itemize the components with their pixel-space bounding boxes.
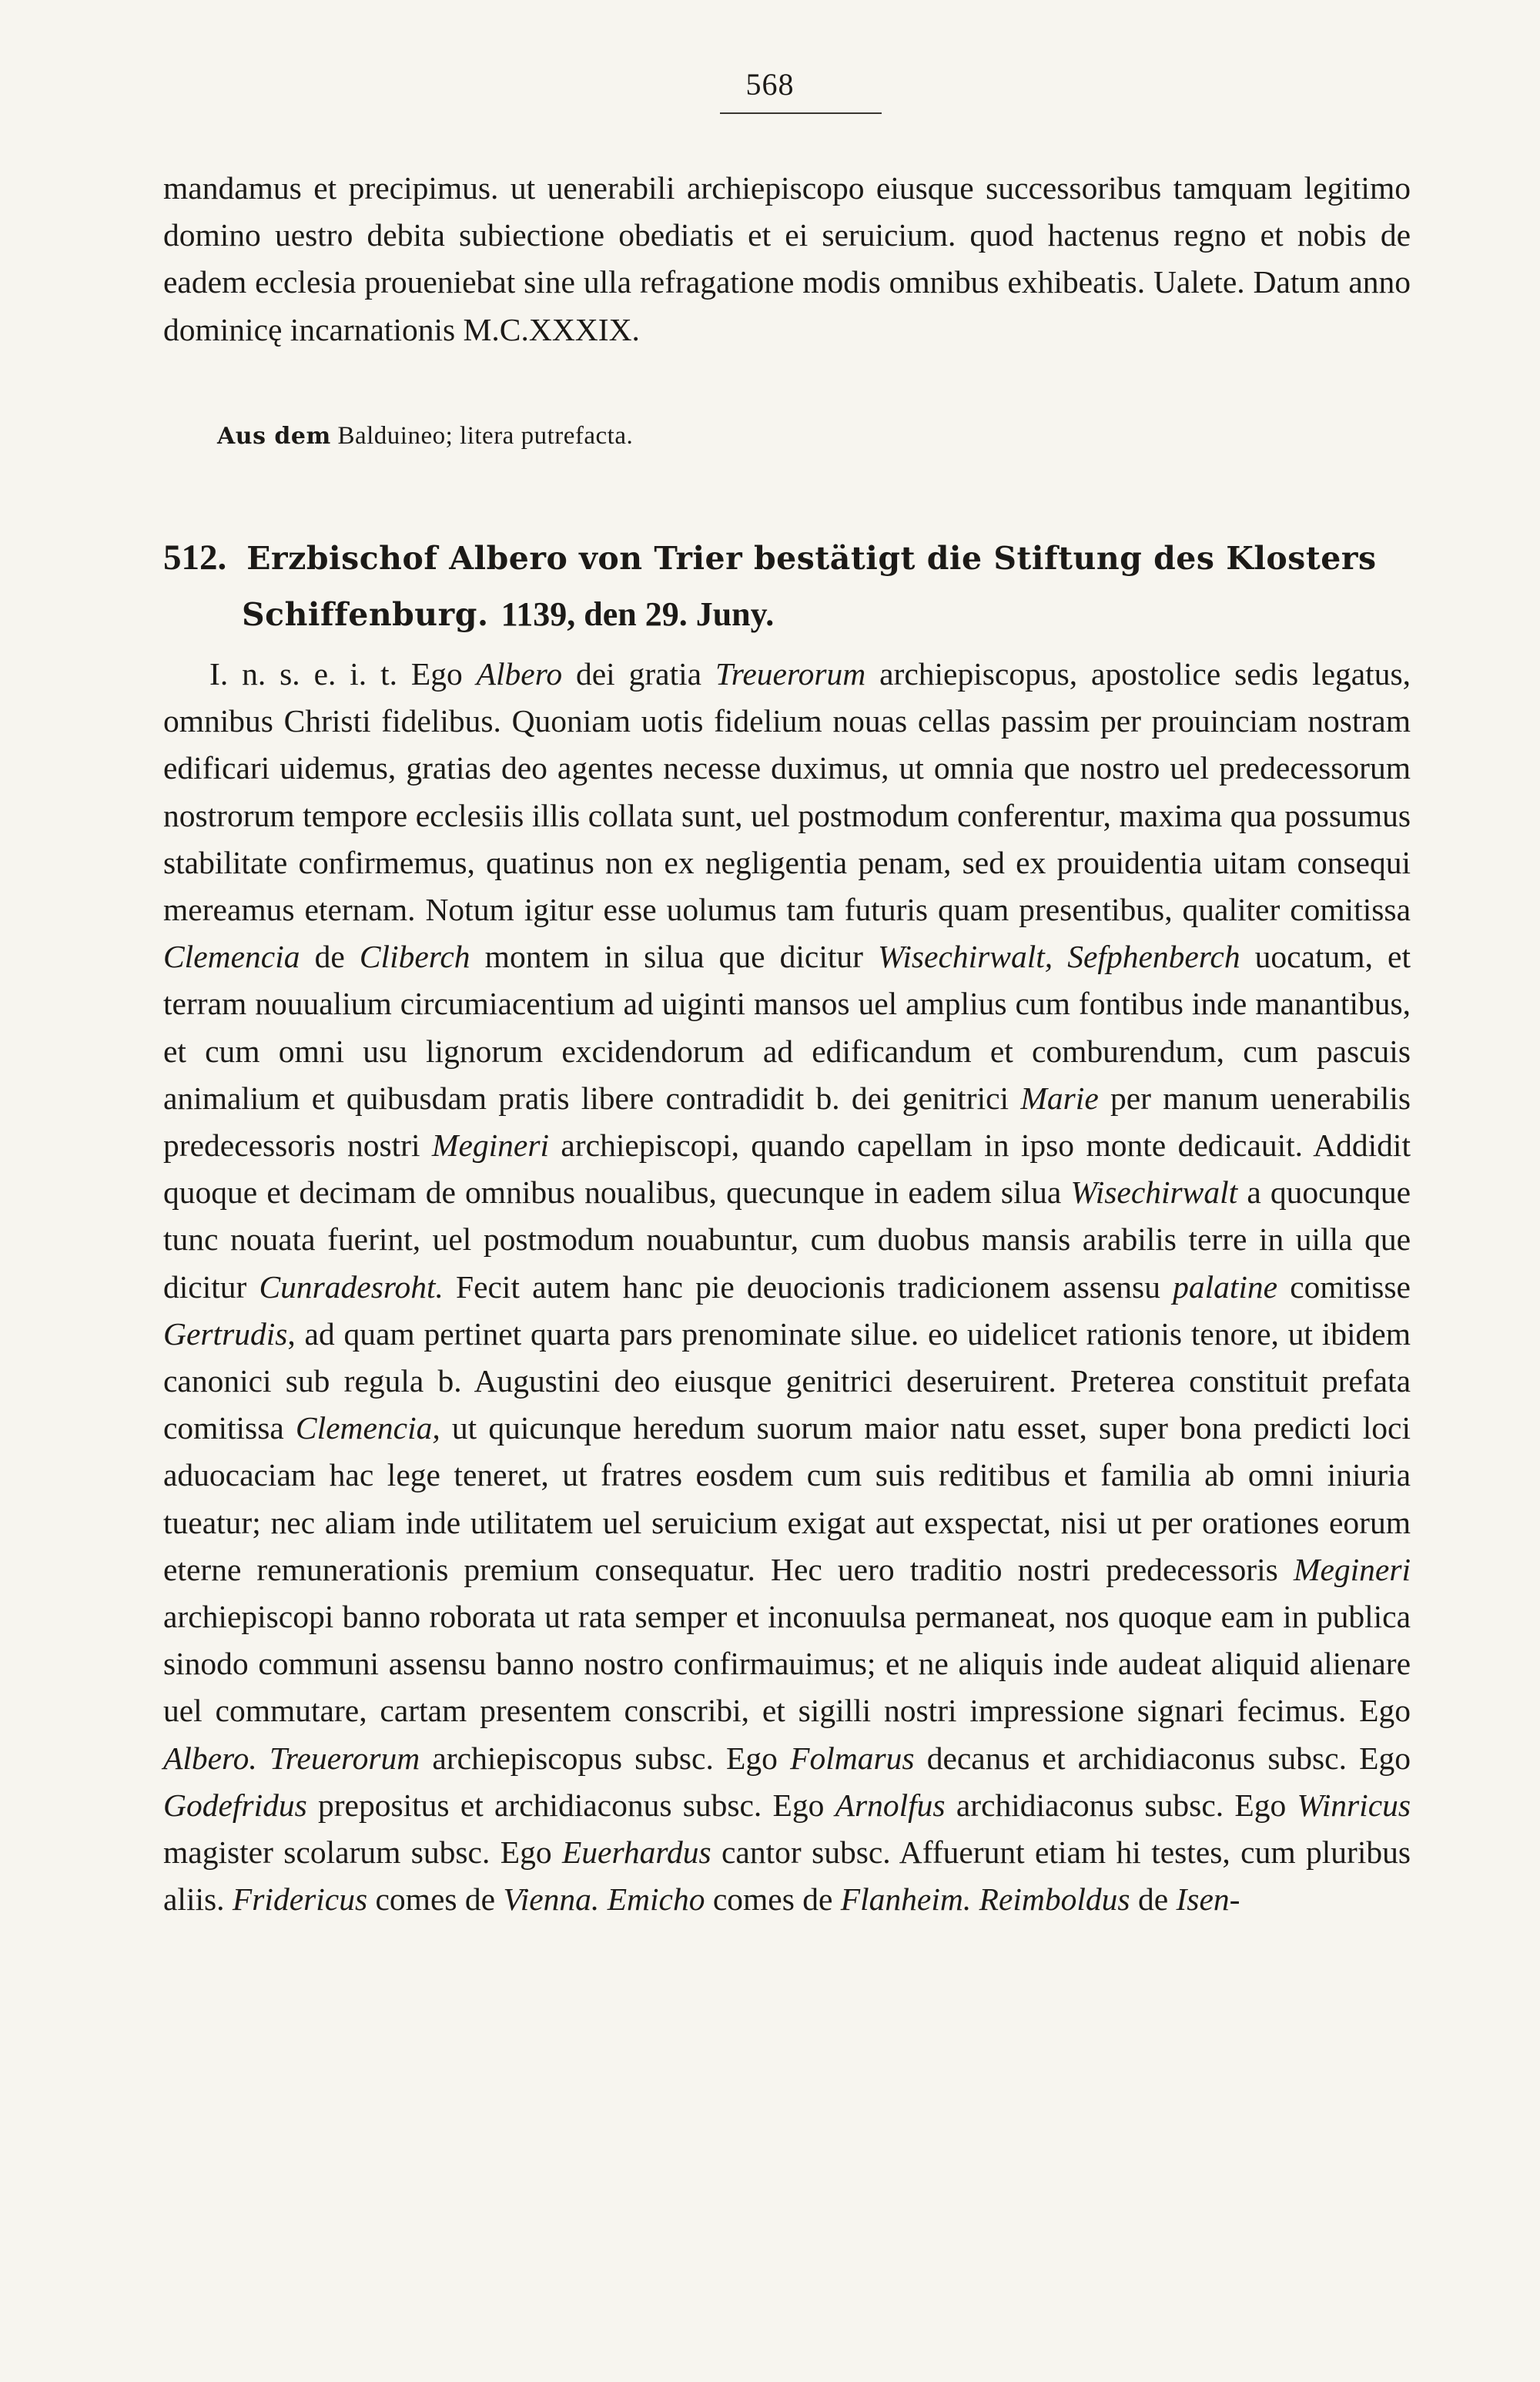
italic-name: Godefridus	[163, 1787, 307, 1823]
charter-body	[163, 651, 1411, 1923]
source-note-prefix: Aus dem	[217, 423, 331, 450]
text-run: decanus et archidiaconus subsc. Ego	[914, 1740, 1411, 1776]
text-run: prepositus et archidiaconus subsc. Ego	[306, 1787, 835, 1823]
text-run	[599, 1881, 607, 1917]
text-run: de	[1130, 1881, 1177, 1918]
text-run	[257, 1740, 270, 1776]
text-run: I. n. s. e. i. t. Ego	[209, 656, 477, 692]
document-date: 1139, den 29. Juny.	[500, 595, 775, 633]
text-run: magister scolarum subsc. Ego	[163, 1834, 562, 1871]
text-run: dei gratia	[562, 656, 715, 692]
source-note-text: Balduineo; litera putrefacta.	[337, 422, 634, 450]
charter-text	[163, 656, 1411, 1917]
document-title-line2: Schiffenburg.	[242, 596, 489, 633]
text-run: comes de	[705, 1881, 841, 1918]
italic-name: Clemencia	[163, 939, 300, 975]
text-run: de	[300, 939, 360, 975]
italic-name: Albero.	[163, 1740, 257, 1776]
italic-name: Flanheim.	[840, 1881, 972, 1918]
text-run: archiepiscopus subsc. Ego	[420, 1740, 791, 1776]
text-run: comitisse	[1277, 1268, 1411, 1305]
italic-name: Treuerorum	[270, 1740, 420, 1776]
text-run: uocatum, et terram nouualium circumiacentium ad uiginti mansos uel amplius cum fontibus inde manantibus, et cum omni usu lignorum excidendorum ad edificandum et comburendum, cum pascuis animalium et quibusdam pratis libere contradidit b. dei genitrici	[163, 939, 1411, 1116]
italic-name: Winricus	[1297, 1787, 1411, 1823]
italic-name: Marie	[1020, 1080, 1099, 1116]
text-run: archiepiscopi, quando capellam in ipso monte dedicauit. Addidit quoque et decimam de omnibus noualibus, quecunque in eadem silua	[163, 1127, 1411, 1211]
italic-name: Gertrudis	[163, 1315, 288, 1352]
text-run: comes de	[367, 1881, 504, 1918]
text-run: archiepiscopus, apostolice sedis legatus, omnibus Christi fidelibus. Quoniam uotis fidelium nouas cellas passim per prouinciam nostram edificari uidemus, gratias deo agentes necesse duximus, ut omnia que nostro uel predecessorum nostrorum tempore ecclesiis illis collata sunt, uel postmodum conferentur, maxima qua possumus stabilitate confirmemus, quatinus non ex negligentia penam, sed ex prouidentia uitam consequi mereamus eternam. Notum igitur esse uolumus tam futuris quam presentibus, qualiter comitissa	[163, 656, 1411, 928]
italic-name: Megineri	[1293, 1551, 1411, 1587]
document-heading	[163, 530, 1426, 642]
italic-name: Wisechirwalt, Sefphenberch	[878, 939, 1240, 975]
italic-name: Vienna.	[503, 1881, 600, 1918]
italic-name: Folmarus	[790, 1740, 915, 1776]
italic-name: Cunradesroht.	[259, 1268, 444, 1305]
italic-name: Euerhardus	[561, 1834, 711, 1871]
text-run: , ad quam pertinet quarta pars prenominate silue. eo uidelicet rationis tenore, ut ibidem canonici sub regula b. Augustini deo eiusque genitrici deseruirent. Preterea constituit prefata comitissa	[163, 1315, 1411, 1446]
italic-name: Wisechirwalt	[1070, 1174, 1238, 1211]
text-run: archidiaconus subsc. Ego	[945, 1787, 1297, 1823]
italic-name: palatine	[1173, 1268, 1278, 1305]
italic-name: Reimboldus	[979, 1881, 1130, 1918]
text-run: a quocunque tunc nouata fuerint, uel postmodum nouabuntur, cum duobus mansis arabilis terre in uilla que dicitur	[163, 1174, 1411, 1305]
text-run: Fecit autem hanc pie deuocionis tradicionem assensu	[443, 1268, 1173, 1305]
text-run: per manum uenerabilis predecessoris nostri	[163, 1080, 1411, 1164]
italic-name: Treuerorum	[715, 656, 866, 692]
text-run: ut quicunque heredum suorum maior natu esset, super bona predicti loci aduocaciam hac lege teneret, ut fratres eosdem cum suis reditibus et familia ab omni iniuria tueatur; nec aliam inde utilitatem uel seruicium exigat aut exspectat, nisi ut per orationes eorum eterne remunerationis premium consequatur. Hec uero traditio nostri predecessoris	[163, 1410, 1411, 1587]
italic-name: Clemencia,	[295, 1410, 440, 1446]
page-number-rule	[720, 112, 882, 114]
document-number: 512.	[163, 538, 227, 578]
source-note	[217, 422, 633, 451]
italic-name: Arnolfus	[835, 1787, 946, 1823]
italic-name: Cliberch	[359, 939, 470, 975]
italic-name: Fridericus	[232, 1881, 368, 1918]
text-run	[971, 1881, 979, 1917]
top-paragraph: mandamus et precipimus. ut uenerabili archiepiscopo eiusque successoribus tamquam legitimo domino uestro debita subiectione obediatis et ei seruicium. quod hactenus regno et nobis de eadem ecclesia proueniebat sine ulla refragatione modis omnibus exhibeatis. Ualete. Datum anno dominicę incarnationis M.C.XXXIX.	[163, 170, 1411, 347]
page-number: 568	[745, 67, 795, 102]
italic-name: Albero	[476, 656, 563, 692]
italic-name: Isen-	[1176, 1881, 1240, 1918]
text-run: montem in silua que dicitur	[470, 939, 879, 975]
text-run: archiepiscopi banno roborata ut rata semper et inconuulsa permaneat, nos quoque eam in publica sinodo communi assensu banno nostro confirmauimus; et ne aliquis inde audeat aliquid alienare uel commutare, cartam presentem conscribi, et sigilli nostri impressione signari fecimus. Ego	[163, 1599, 1411, 1729]
italic-name: Megineri	[431, 1127, 550, 1164]
document-title-line1: Erzbischof Albero von Trier bestätigt die Stiftung des Klosters	[246, 540, 1377, 577]
italic-name: Emicho	[607, 1881, 705, 1918]
text-run: cantor subsc. Affuerunt etiam hi testes, cum pluribus aliis.	[163, 1834, 1411, 1918]
